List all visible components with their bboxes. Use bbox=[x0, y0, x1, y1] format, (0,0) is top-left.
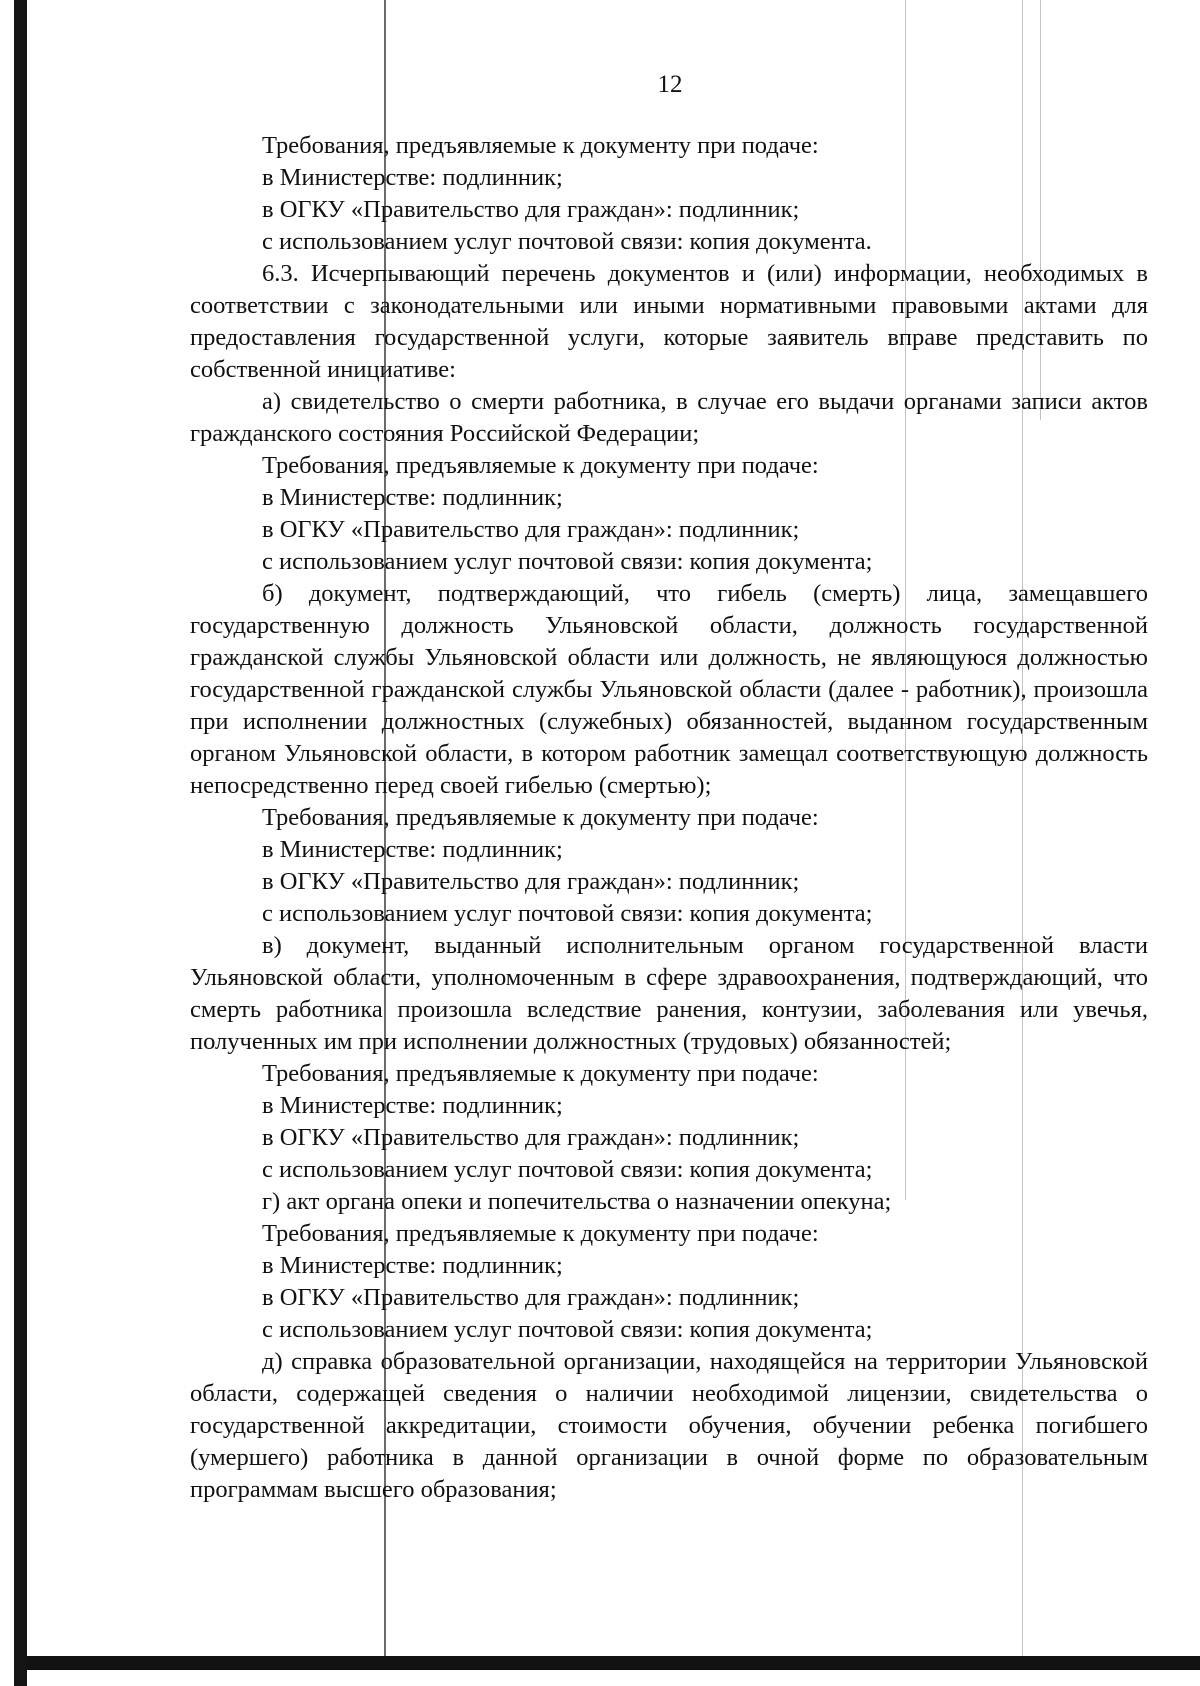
paragraph: в Министерстве: подлинник; bbox=[262, 164, 563, 191]
paragraph: а) свидетельство о смерти работника, в случае его выдачи органами записи актов гражданского состояния Российской Федерации; bbox=[190, 388, 1148, 447]
paragraph: в Министерстве: подлинник; bbox=[262, 1092, 563, 1119]
paragraph: с использованием услуг почтовой связи: копия документа; bbox=[262, 900, 873, 927]
paragraph: б) документ, подтверждающий, что гибель (смерть) лица, замещавшего государственную должность Ульяновской области, должность государственной гражданской службы Ульяновской области или должность, не являющуюся должностью государственной гражданской службы Ульяновской области (далее - работник), произошла при исполнении должностных (служебных) обязанностей, выданном государственным органом Ульяновской области, в котором работник замещал соответствующую должность непосредственно перед своей гибелью (смертью); bbox=[190, 580, 1148, 799]
paragraph: в Министерстве: подлинник; bbox=[262, 836, 563, 863]
paragraph: Требования, предъявляемые к документу при подаче: bbox=[262, 1060, 819, 1087]
paragraph: с использованием услуг почтовой связи: копия документа; bbox=[262, 1156, 873, 1183]
paragraph: в ОГКУ «Правительство для граждан»: подлинник; bbox=[262, 1124, 800, 1151]
paragraph: в Министерстве: подлинник; bbox=[262, 484, 563, 511]
paragraph: Требования, предъявляемые к документу при подаче: bbox=[262, 132, 819, 159]
paragraph: в Министерстве: подлинник; bbox=[262, 1252, 563, 1279]
paragraph: с использованием услуг почтовой связи: копия документа; bbox=[262, 548, 873, 575]
paragraph: Требования, предъявляемые к документу при подаче: bbox=[262, 452, 819, 479]
paragraph: д) справка образовательной организации, находящейся на территории Ульяновской области, содержащей сведения о наличии необходимой лицензии, свидетельства о государственной аккредитации, стоимости обучения, обучении ребенка погибшего (умершего) работника в данной организации в очной форме по образовательным программам высшего образования; bbox=[190, 1348, 1148, 1503]
paragraph: в ОГКУ «Правительство для граждан»: подлинник; bbox=[262, 868, 800, 895]
scan-edge-left bbox=[14, 0, 27, 1686]
paragraph: в ОГКУ «Правительство для граждан»: подлинник; bbox=[262, 516, 800, 543]
document-body bbox=[190, 130, 1148, 1506]
paragraph: Требования, предъявляемые к документу при подаче: bbox=[262, 1220, 819, 1247]
paragraph: Требования, предъявляемые к документу при подаче: bbox=[262, 804, 819, 831]
page-number: 12 bbox=[657, 71, 683, 98]
paragraph: с использованием услуг почтовой связи: копия документа. bbox=[262, 228, 872, 255]
paragraph: 6.3. Исчерпывающий перечень документов и (или) информации, необходимых в соответствии с законодательными или иными нормативными правовыми актами для предоставления государственной услуги, которые заявитель вправе представить по собственной инициативе: bbox=[190, 260, 1148, 383]
paragraph: в) документ, выданный исполнительным органом государственной власти Ульяновской области, уполномоченным в сфере здравоохранения, подтверждающий, что смерть работника произошла вследствие ранения, контузии, заболевания или увечья, полученных им при исполнении должностных (трудовых) обязанностей; bbox=[190, 932, 1148, 1055]
scan-edge-bottom bbox=[27, 1656, 1200, 1670]
paragraph: с использованием услуг почтовой связи: копия документа; bbox=[262, 1316, 873, 1343]
paragraph: в ОГКУ «Правительство для граждан»: подлинник; bbox=[262, 196, 800, 223]
paragraph: в ОГКУ «Правительство для граждан»: подлинник; bbox=[262, 1284, 800, 1311]
paragraph: г) акт органа опеки и попечительства о назначении опекуна; bbox=[262, 1188, 892, 1215]
